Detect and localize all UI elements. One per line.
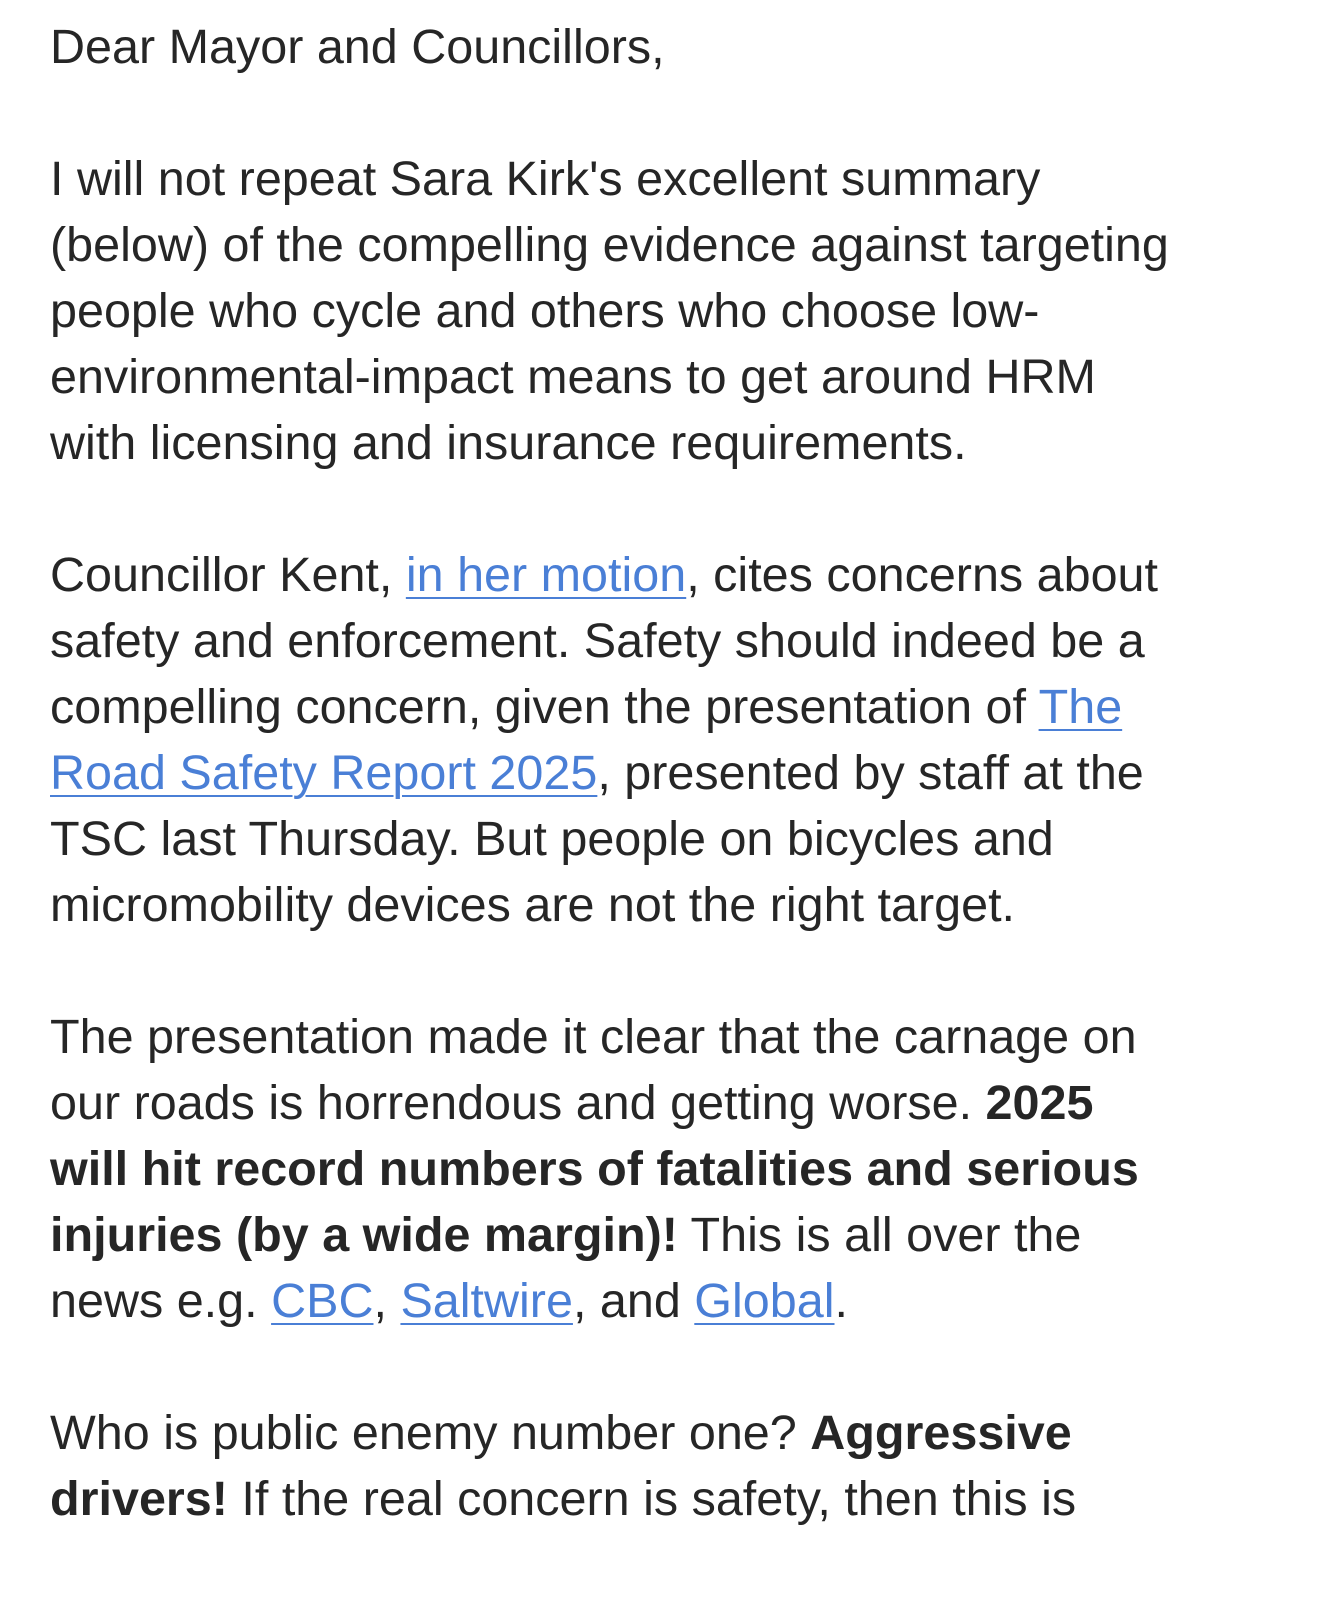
summary-line-2: (below) of the compelling evidence against targeting <box>50 218 1169 272</box>
enemy-line-1-text: Who is public enemy number one? <box>50 1406 811 1460</box>
paragraph-motion <box>50 542 1280 938</box>
paragraph-enemy <box>50 1400 1280 1532</box>
enemy-bold-drivers: drivers! <box>50 1472 228 1526</box>
enemy-line-2-text: If the real concern is safety, then this is <box>227 1472 1077 1526</box>
motion-line-4 <box>50 740 1280 806</box>
presentation-line-4 <box>50 1202 1280 1268</box>
motion-text-post: , cites concerns about <box>686 548 1159 602</box>
summary-line-3: people who cycle and others who choose low- <box>50 284 1040 338</box>
motion-line-3-text: compelling concern, given the presentation of <box>50 680 1039 734</box>
news-end: . <box>834 1274 848 1328</box>
presentation-line-2-text: our roads is horrendous and getting worse. <box>50 1076 986 1130</box>
road-safety-report-link-part-2[interactable]: Road Safety Report 2025 <box>50 746 598 800</box>
news-separator-2: , and <box>572 1274 695 1328</box>
motion-link[interactable]: in her motion <box>405 548 687 602</box>
summary-line-5: with licensing and insurance requirements. <box>50 416 967 470</box>
saltwire-link[interactable]: Saltwire <box>400 1274 573 1328</box>
email-body <box>50 14 1280 1598</box>
motion-line-5: TSC last Thursday. But people on bicycles and <box>50 812 1054 866</box>
road-safety-report-link-part-1[interactable]: The <box>1038 680 1123 734</box>
presentation-line-2 <box>50 1070 1280 1136</box>
cbc-link[interactable]: CBC <box>271 1274 374 1328</box>
motion-line-3 <box>50 674 1280 740</box>
paragraph-presentation <box>50 1004 1280 1334</box>
enemy-line-1 <box>50 1400 1280 1466</box>
news-prefix: news e.g. <box>50 1274 272 1328</box>
enemy-line-2 <box>50 1466 1280 1532</box>
summary-line-4: environmental-impact means to get around HRM <box>50 350 1096 404</box>
summary-line-1: I will not repeat Sara Kirk's excellent summary <box>50 152 1041 206</box>
presentation-bold-year: 2025 <box>985 1076 1094 1130</box>
presentation-line-4-text: This is all over the <box>677 1208 1082 1262</box>
greeting-text: Dear Mayor and Councillors, <box>50 20 665 74</box>
news-separator-1: , <box>373 1274 401 1328</box>
motion-line-6: micromobility devices are not the right target. <box>50 878 1016 932</box>
motion-line-1 <box>50 542 1280 608</box>
presentation-line-5 <box>50 1268 1280 1334</box>
enemy-bold-aggressive: Aggressive <box>810 1406 1072 1460</box>
paragraph-summary <box>50 146 1280 476</box>
presentation-line-3-bold: will hit record numbers of fatalities and serious <box>50 1142 1139 1196</box>
motion-line-4-text: , presented by staff at the <box>597 746 1144 800</box>
presentation-line-1: The presentation made it clear that the carnage on <box>50 1010 1137 1064</box>
global-link[interactable]: Global <box>694 1274 835 1328</box>
greeting-paragraph <box>50 14 1280 80</box>
motion-text-pre: Councillor Kent, <box>50 548 406 602</box>
motion-line-2: safety and enforcement. Safety should indeed be a <box>50 614 1145 668</box>
presentation-bold-injuries: injuries (by a wide margin)! <box>50 1208 678 1262</box>
